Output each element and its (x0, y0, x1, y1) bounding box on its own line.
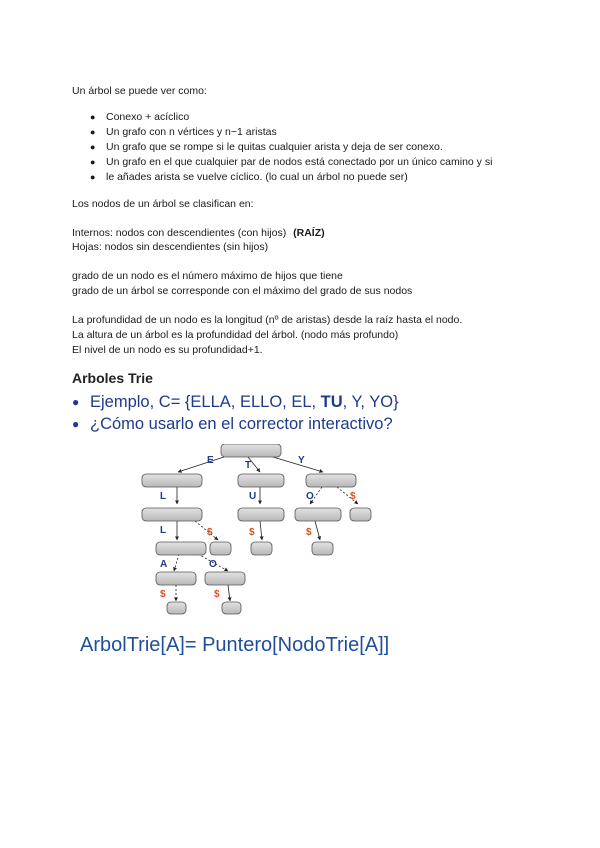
node-tu-end (251, 542, 272, 555)
list-item: ● Un grafo en el que cualquier par de nodos está conectado por un único camino y si (72, 155, 492, 170)
edge-e (178, 457, 224, 472)
ejemplo-tu: TU (320, 393, 343, 411)
node-ell (156, 542, 206, 555)
node-el (142, 508, 202, 521)
node-t (238, 474, 284, 487)
hojas-line: Hojas: nodos sin descendientes (sin hijos) (72, 241, 269, 253)
internos-line (72, 226, 325, 241)
node-y-end (350, 508, 371, 521)
grado-arbol-line: grado de un árbol se corresponde con el máximo del grado de sus nodos (72, 285, 413, 297)
label-end4: $ (306, 527, 312, 538)
edge-a (174, 554, 179, 571)
label-o2: O (209, 559, 217, 570)
label-end5: $ (160, 589, 166, 600)
label-end1: $ (350, 491, 356, 502)
node-ello-end (222, 602, 241, 614)
section-title: Arboles Trie (72, 370, 153, 386)
trie-definition: ArbolTrie[A]= Puntero[NodoTrie[A]] (80, 634, 390, 656)
node-e (142, 474, 202, 487)
node-y (306, 474, 356, 487)
label-end2: $ (207, 527, 213, 538)
label-u: U (249, 491, 257, 502)
ejemplo-post: , Y, YO} (342, 393, 399, 411)
altura-line: La altura de un árbol es la profundidad del árbol. (nodo más profundo) (72, 329, 399, 341)
label-t: T (245, 460, 252, 471)
label-y: Y (298, 455, 305, 466)
node-ello (205, 572, 245, 585)
node-yo (295, 508, 341, 521)
slide-bullets (72, 391, 399, 435)
list-item: ● Un grafo con n vértices y n−1 aristas (72, 125, 492, 140)
grado-nodo-line: grado de un nodo es el número máximo de hijos que tiene (72, 270, 343, 282)
raiz-label: (RAÍZ) (293, 227, 325, 239)
label-e: E (207, 455, 214, 466)
nivel-line: El nivel de un nodo es su profundidad+1. (72, 344, 263, 356)
edge-end4 (315, 521, 320, 540)
classify-intro: Los nodos de un árbol se clasifican en: (72, 198, 254, 210)
label-end6: $ (214, 589, 220, 600)
list-item-como-usar: ● ¿Cómo usarlo en el corrector interactivo? (72, 413, 399, 435)
trie-diagram (140, 444, 380, 616)
ejemplo-pre: Ejemplo, C= {ELLA, ELLO, EL, (90, 393, 321, 411)
node-tu (238, 508, 284, 521)
tree-properties-list (72, 110, 492, 185)
edge-end3 (260, 521, 262, 540)
label-l2: L (160, 525, 167, 536)
intro-text: Un árbol se puede ver como: (72, 85, 207, 97)
profundidad-line: La profundidad de un nodo es la longitud (nº de aristas) desde la raíz hasta el nodo. (72, 314, 463, 326)
node-ella (156, 572, 196, 585)
list-item: ● Conexo + acíclico (72, 110, 492, 125)
label-o1: O (306, 491, 314, 502)
list-item: ● Un grafo que se rompe si le quitas cualquier arista y deja de ser conexo. (72, 140, 492, 155)
edge-end6 (228, 585, 230, 601)
list-item-continuation: ● le añades arista se vuelve cíclico. (lo cual un árbol no puede ser) (72, 170, 492, 185)
node-root (221, 444, 281, 457)
node-ella-end (167, 602, 186, 614)
node-yo-end (312, 542, 333, 555)
label-a: A (160, 559, 168, 570)
list-item-ejemplo (72, 391, 399, 413)
node-el-end (210, 542, 231, 555)
label-l1: L (160, 491, 167, 502)
label-end3: $ (249, 527, 255, 538)
internos-text: Internos: nodos con descendientes (con hijos) (72, 227, 287, 239)
trie-nodes (142, 444, 371, 614)
